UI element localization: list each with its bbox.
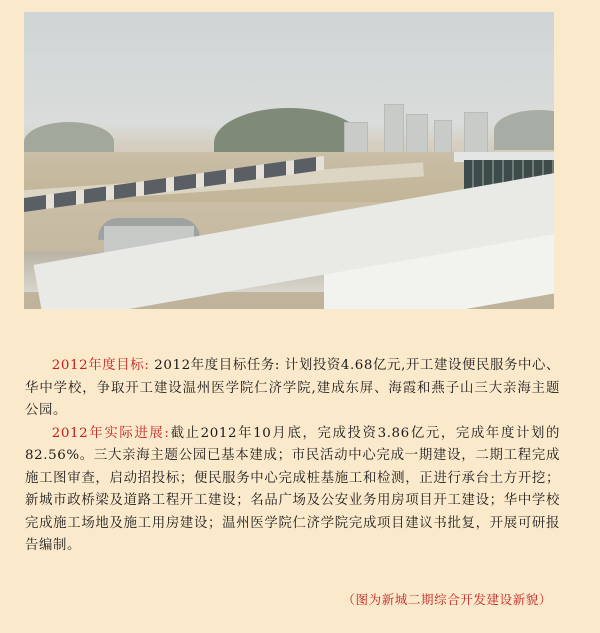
construction-site-photo — [24, 12, 554, 309]
annual-target-body: 2012年度目标任务: 计划投资4.68亿元,开工建设便民服务中心、华中学校，争取开工建设温州医学院仁济学院,建成东屏、海霞和燕子山三大亲海主题公园。 — [25, 358, 560, 418]
actual-progress-heading: 2012年实际进展 — [51, 425, 165, 441]
heading-separator: : — [144, 358, 150, 373]
high-rise-building — [384, 104, 404, 158]
actual-progress-paragraph — [25, 423, 560, 558]
photo-caption: （图为新城二期综合开发建设新貌） — [342, 592, 552, 607]
actual-progress-body: 截止2012年10月底，完成投资3.86亿元，完成年度计划的82.56%。三大亲海主题公园已基本建成；市民活动中心完成一期建设，二期工程完成施工图审查，启动招投标；便民服务中心完成桩基施工和检测，正进行承台土方开挖；新城市政桥梁及道路工程开工建设；名品广场及公安业务用房项目开工建设；华中学校完成施工场地及施工用房建设；温州医学院仁济学院完成项目建议书批复，开展可研报告编制。 — [25, 425, 560, 553]
annual-target-paragraph — [25, 355, 560, 423]
article-text — [25, 355, 560, 558]
annual-target-heading: 2012年度目标 — [51, 358, 145, 373]
heading-separator: : — [164, 425, 170, 441]
distant-hill — [494, 110, 554, 150]
